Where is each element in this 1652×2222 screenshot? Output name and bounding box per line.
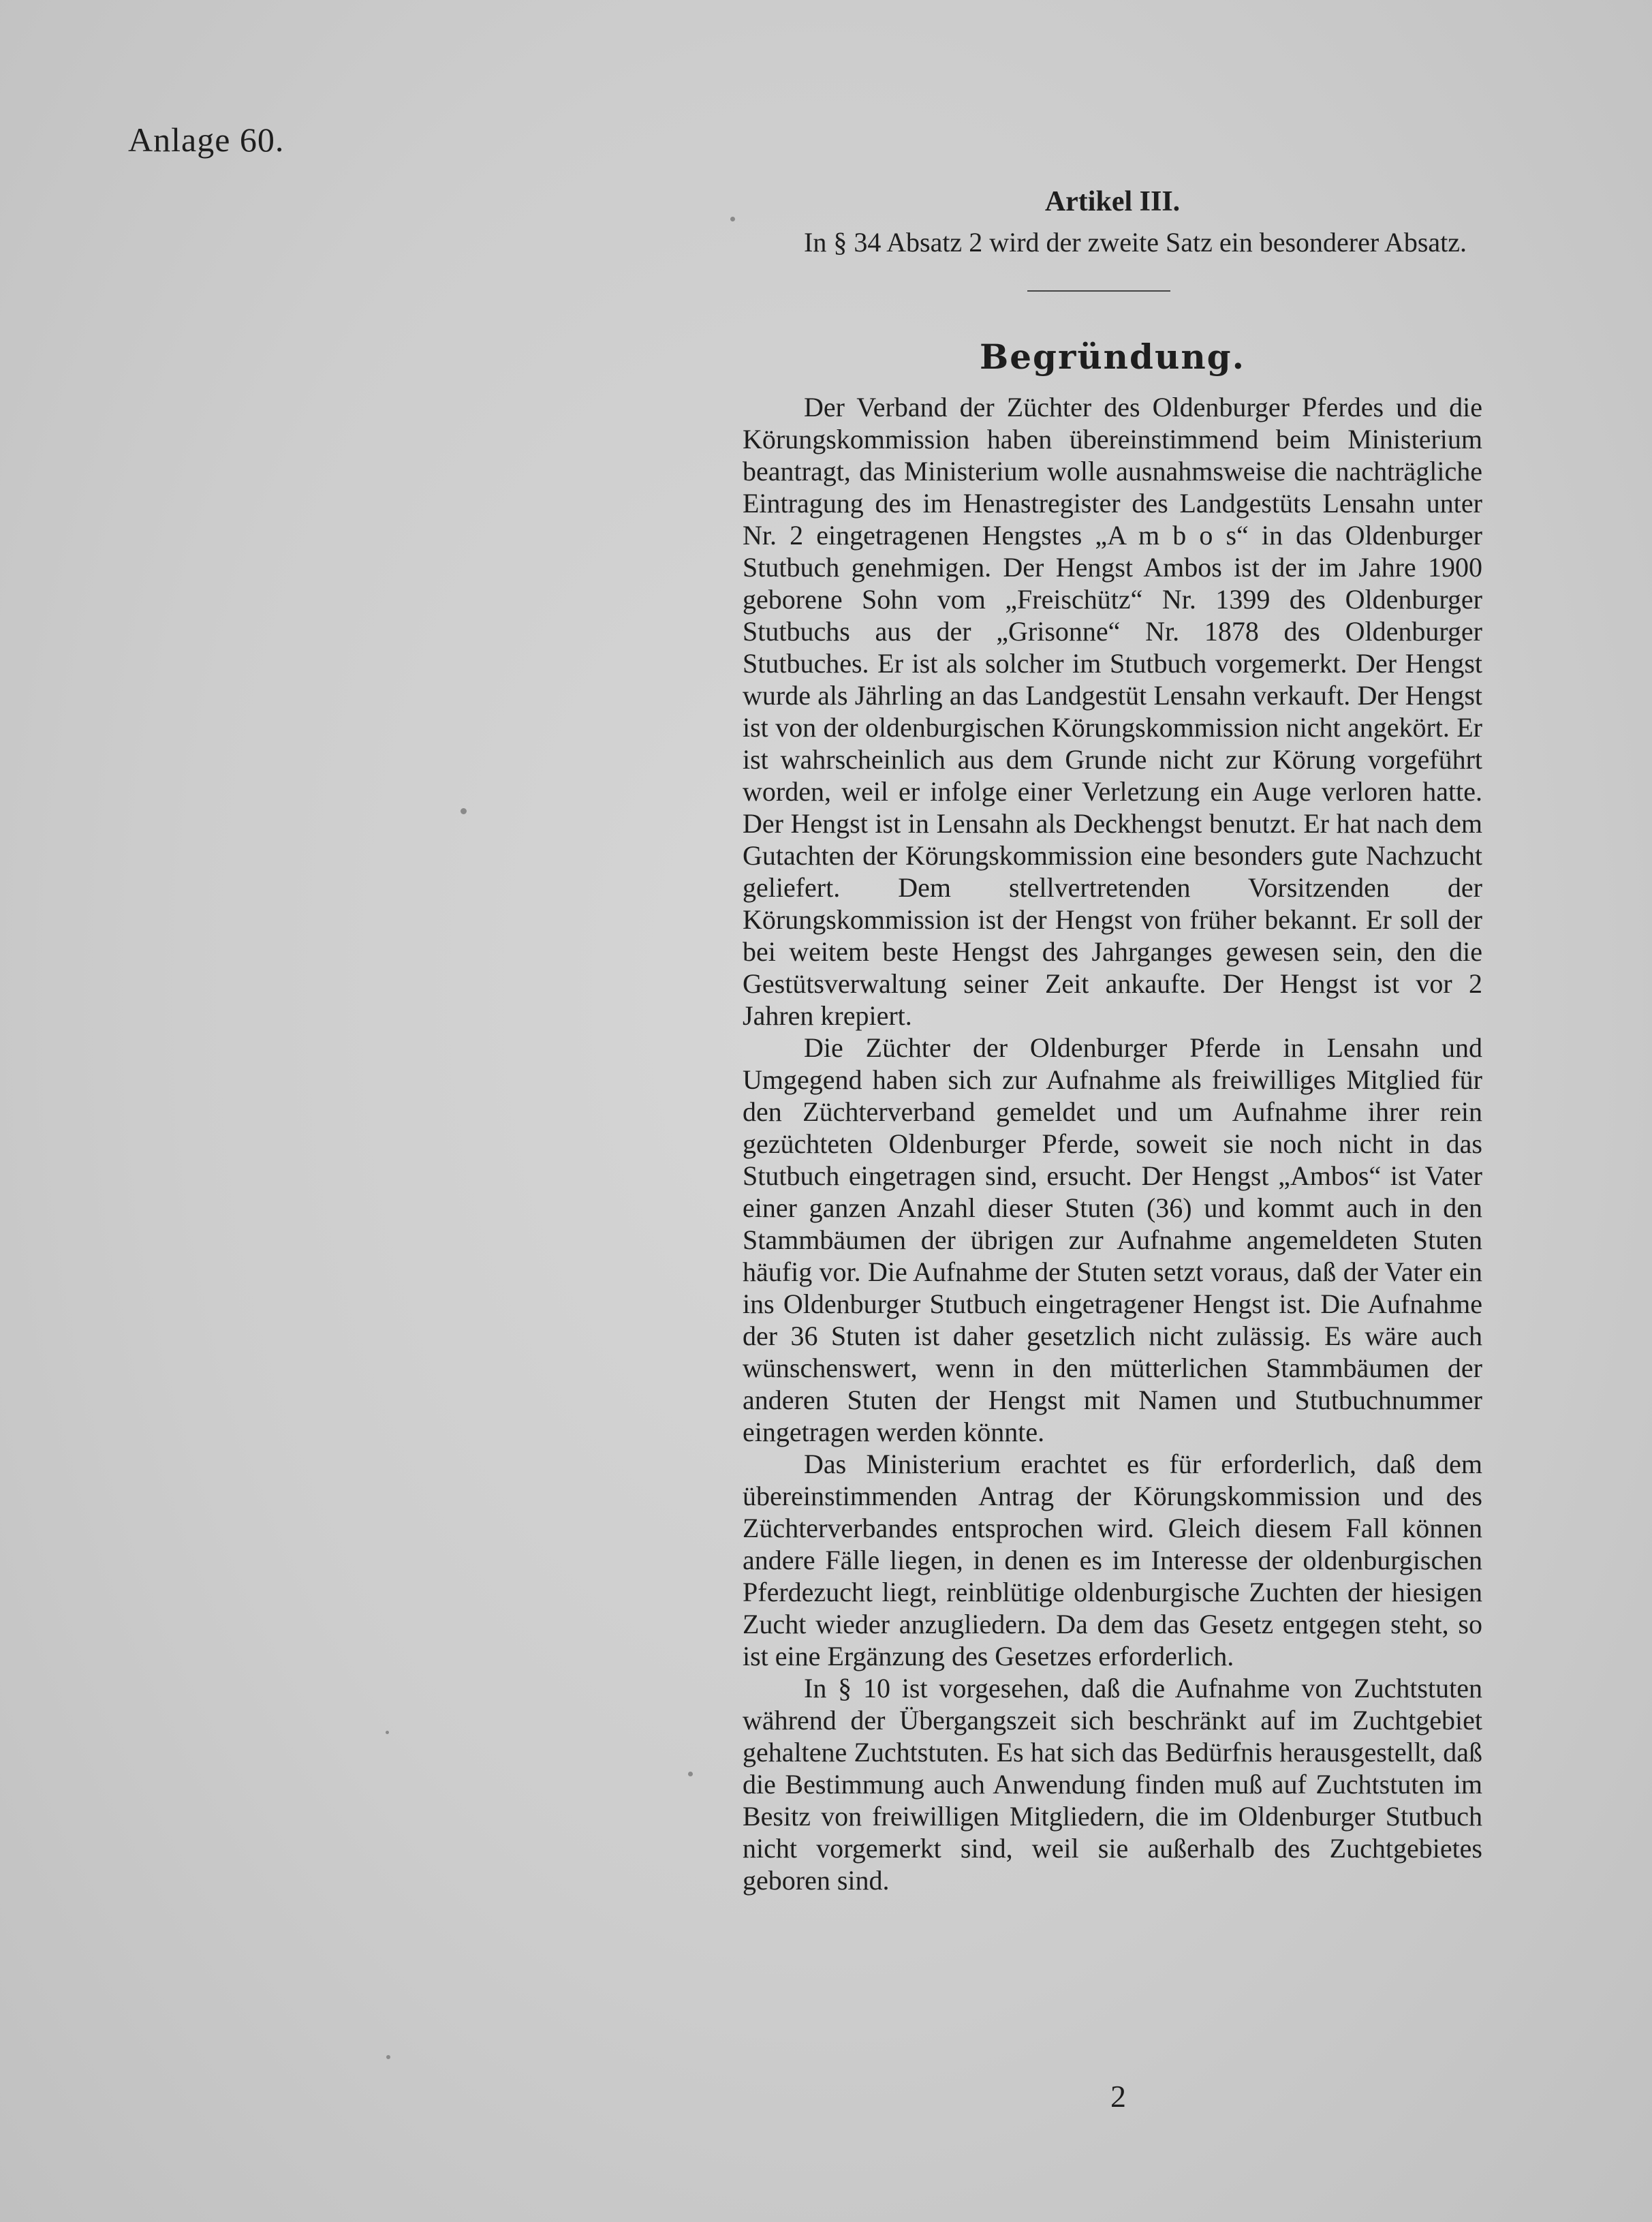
justification-paragraph-2: Die Züchter der Oldenburger Pferde in Lensahn und Umgegend haben sich zur Aufnahme als freiwilliges Mitglied für den Züchterverband gemeldet und um Aufnahme ihrer rein gezüchteten Oldenburger Pferde, soweit sie noch nicht in das Stutbuch eingetragen sind, ersucht. Der Hengst „Ambos“ ist Vater einer ganzen Anzahl dieser Stuten (36) und kommt auch in den Stammbäumen der übrigen zur Aufnahme angemeldeten Stuten häufig vor. Die Aufnahme der Stuten setzt voraus, daß der Vater ein ins Oldenburger Stutbuch eingetragener Hengst ist. Die Aufnahme der 36 Stuten ist daher gesetzlich nicht zulässig. Es wäre auch wünschenswert, wenn in den mütterlichen Stammbäumen der anderen Stuten der Hengst mit Namen und Stutbuchnummer eingetragen werden könnte. bbox=[743, 1032, 1482, 1447]
annex-label: Anlage 60. bbox=[128, 121, 285, 159]
article-heading: Artikel III. bbox=[1044, 186, 1181, 217]
scan-speck bbox=[730, 217, 735, 221]
justification-paragraph-1: Der Verband der Züchter des Oldenburger Pferdes und die Körungskommission haben übereinstimmend beim Ministerium beantragt, das Ministerium wolle ausnahmsweise die nachträgliche Eintragung des im Henastregister des Landgestüts Lensahn unter Nr. 2 eingetragenen Hengstes „A m b o s“ in das Oldenburger Stutbuch genehmigen. Der Hengst Ambos ist der im Jahre 1900 geborene Sohn vom „Freischütz“ Nr. 1399 des Oldenburger Stutbuchs aus der „Grisonne“ Nr. 1878 des Oldenburger Stutbuches. Er ist als solcher im Stutbuch vorgemerkt. Der Hengst wurde als Jährling an das Landgestüt Lensahn verkauft. Der Hengst ist von der oldenburgischen Körungskommission nicht angekört. Er ist wahrscheinlich aus dem Grunde nicht zur Körung vorgeführt worden, weil er infolge einer Verletzung ein Auge verloren hatte. Der Hengst ist in Lensahn als Deckhengst benutzt. Er hat nach dem Gutachten der Körungskommission eine besonders gute Nachzucht geliefert. Dem stellvertretenden Vorsitzenden der Körungskommission ist der Hengst von früher bekannt. Er soll der bei weitem beste Hengst des Jahrganges gewesen sein, den die Gestütsverwaltung seiner Zeit ankaufte. Der Hengst ist vor 2 Jahren krepiert. bbox=[743, 392, 1482, 1031]
scan-speck bbox=[688, 1772, 693, 1776]
justification-heading: Begründung. bbox=[979, 337, 1246, 377]
justification-paragraph-3: Das Ministerium erachtet es für erforderlich, daß dem übereinstimmenden Antrag der Körungskommission und des Züchterverbandes entsprochen wird. Gleich diesem Fall können andere Fälle liegen, in denen es im Interesse der oldenburgischen Pferdezucht liegt, reinblütige oldenburgische Zuchten der hiesigen Zucht wieder anzugliedern. Da dem das Gesetz entgegen steht, so ist eine Ergänzung des Gesetzes erforderlich. bbox=[743, 1449, 1482, 1671]
justification-paragraph-4: In § 10 ist vorgesehen, daß die Aufnahme von Zuchtstuten während der Übergangszeit sich beschränkt auf im Zuchtgebiet gehaltene Zuchtstuten. Es hat sich das Bedürfnis herausgestellt, daß die Bestimmung auch Anwendung finden muß auf Zuchtstuten im Besitz von freiwilligen Mitgliedern, die im Oldenburger Stutbuch nicht vorgemerkt sind, weil sie außerhalb des Zuchtgebietes geboren sind. bbox=[743, 1673, 1482, 1896]
section-divider bbox=[1027, 290, 1170, 292]
text-column bbox=[743, 183, 1482, 1896]
scan-speck bbox=[461, 808, 467, 814]
article-text: In § 34 Absatz 2 wird der zweite Satz ein besonderer Absatz. bbox=[804, 227, 1467, 258]
page-number: 2 bbox=[1110, 2079, 1126, 2114]
scan-speck bbox=[386, 1731, 389, 1734]
scan-speck bbox=[386, 2055, 390, 2059]
